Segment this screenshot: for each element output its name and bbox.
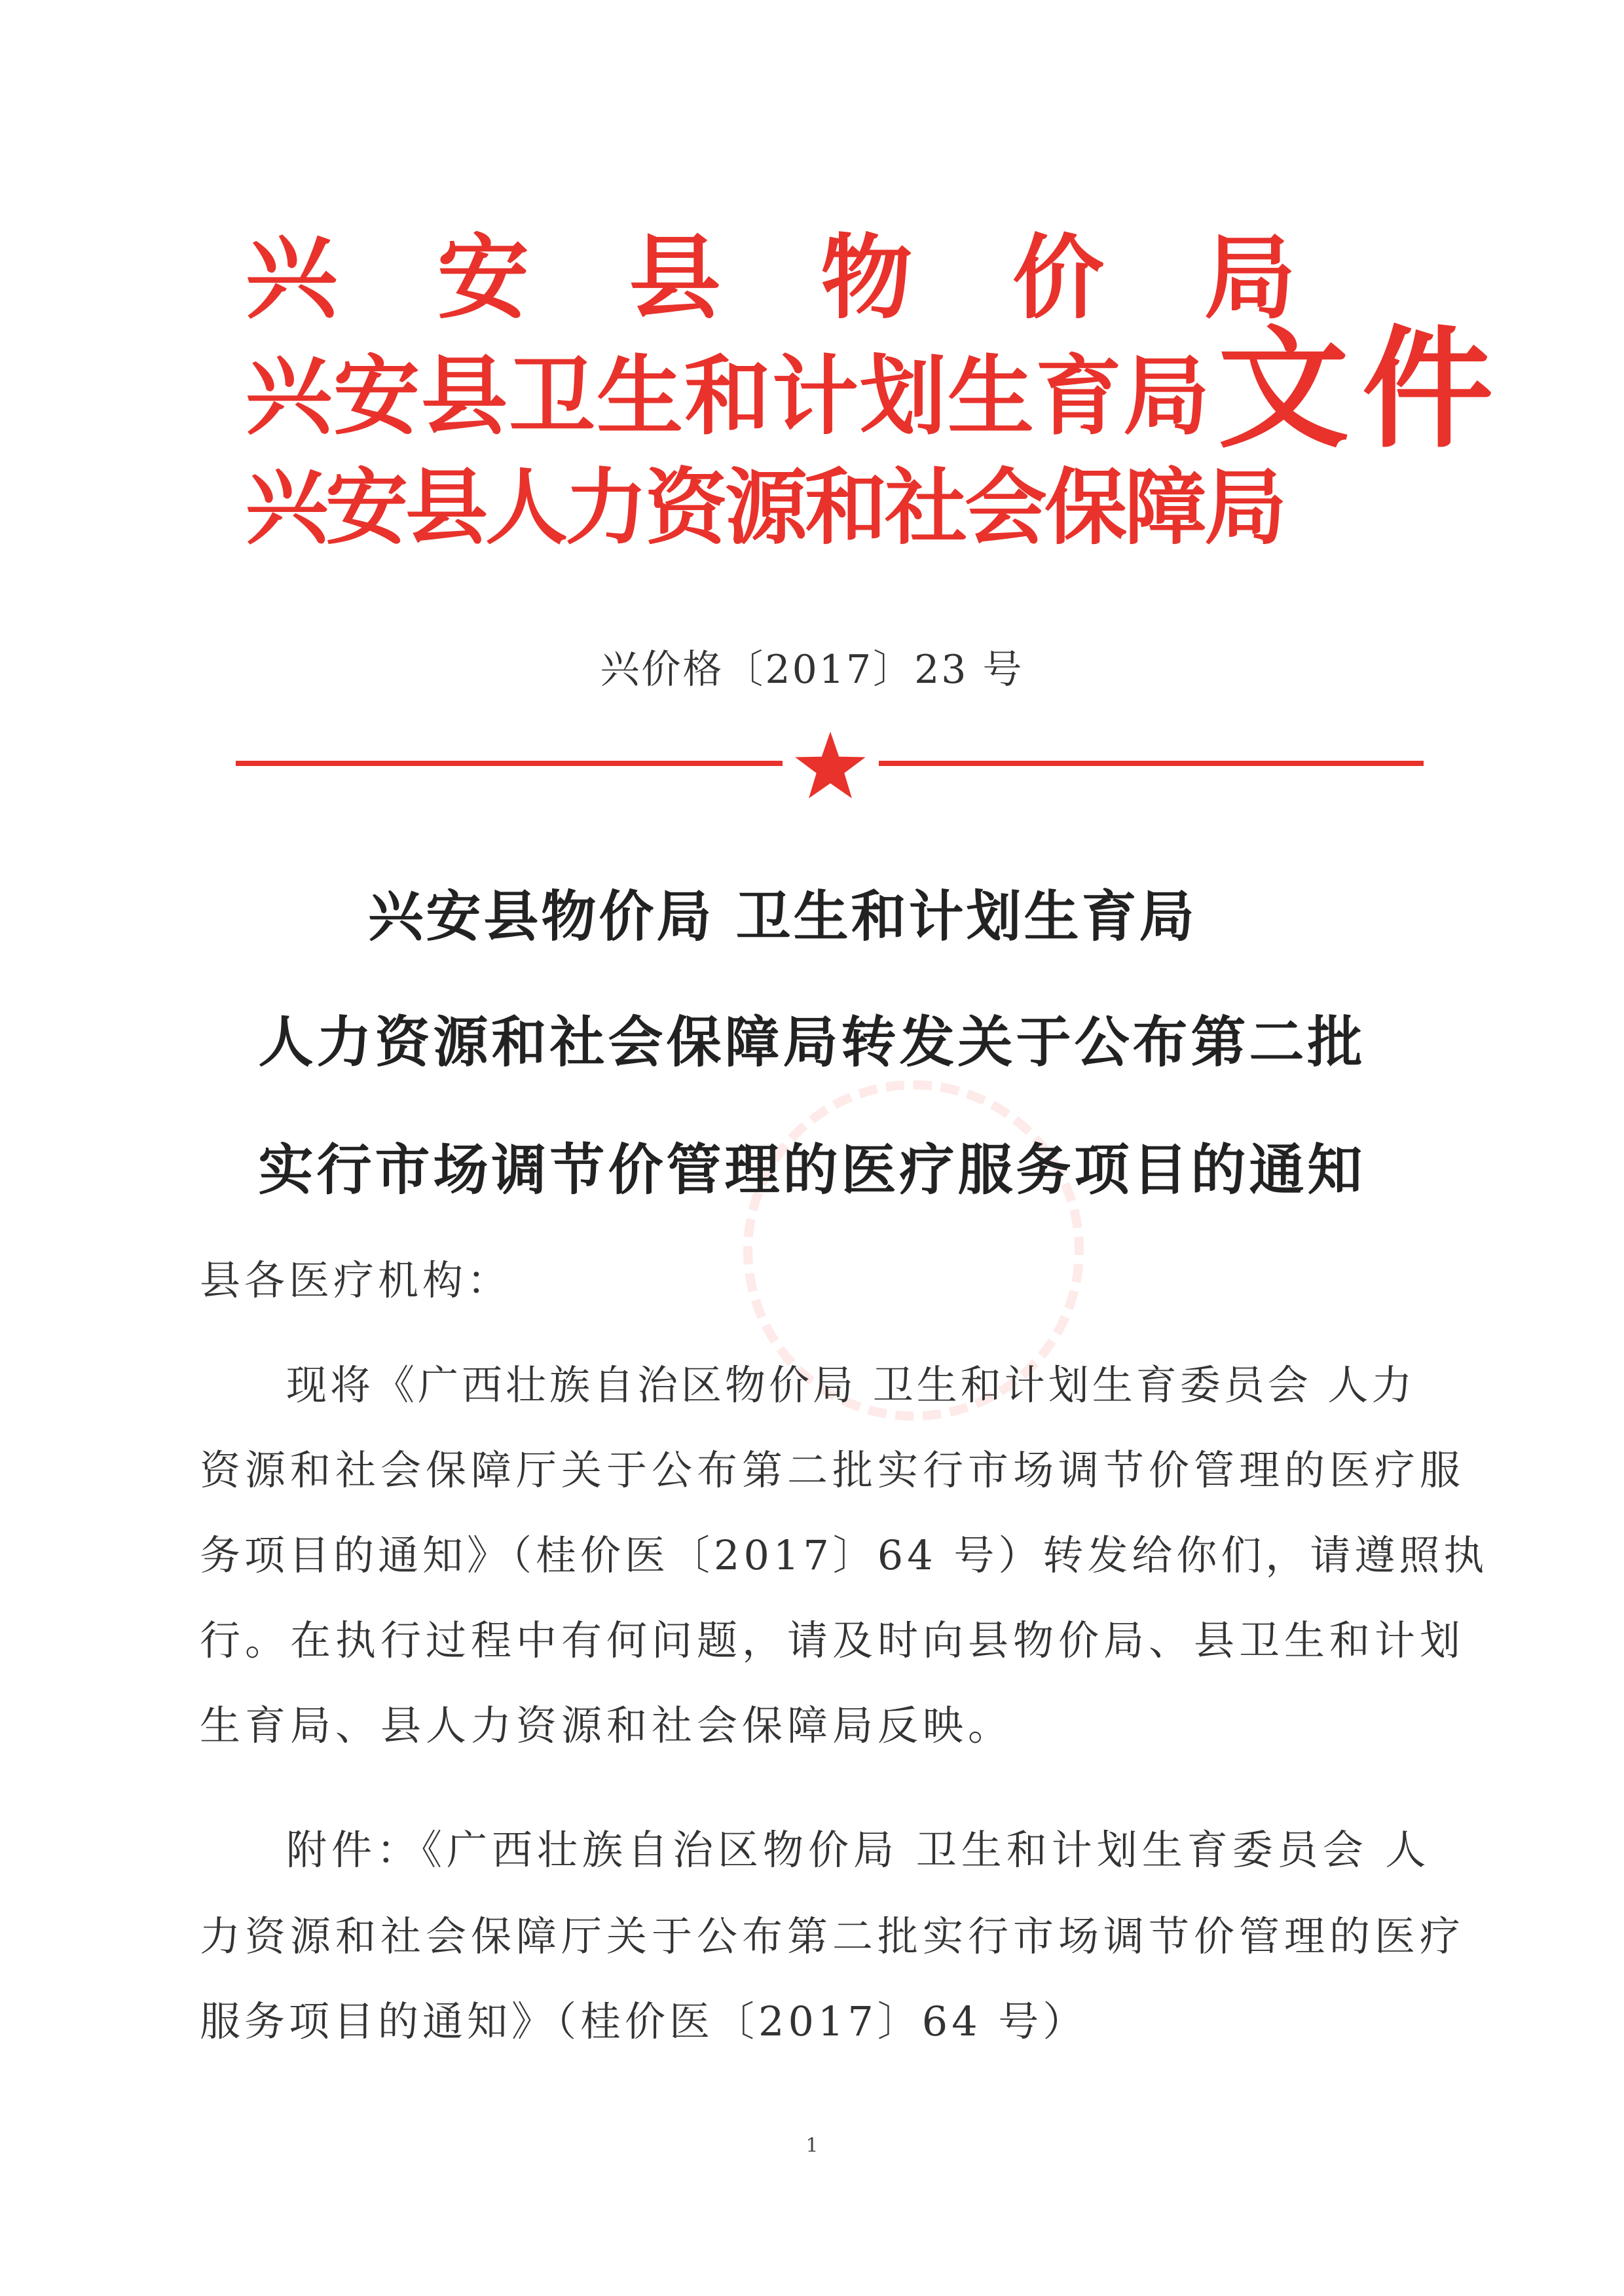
attachment-line: 力资源和社会保障厅关于公布第二批实行市场调节价管理的医疗: [200, 1912, 1466, 1960]
document-number: 兴价格〔2017〕23 号: [600, 647, 1024, 693]
body-paragraph-line: 生育局、县人力资源和社会保障局反映。: [200, 1702, 1014, 1749]
attachment-line: 附件：《广西壮族自治区物价局 卫生和计划生育委员会 人: [286, 1826, 1431, 1874]
notice-title-line-1: 兴安县物价局 卫生和计划生育局: [368, 884, 1197, 949]
document-type-label: 文件: [1218, 312, 1507, 466]
notice-title-line-3: 实行市场调节价管理的医疗服务项目的通知: [258, 1138, 1366, 1202]
issuer-line-price-bureau: 兴 安 县 物 价 局: [246, 225, 1330, 332]
page-number: 1: [805, 2134, 819, 2157]
attachment-line: 服务项目的通知》（桂价医〔2017〕64 号）: [200, 1997, 1088, 2045]
issuer-line-hr-bureau: 兴安县人力资源和社会保障局: [246, 459, 1284, 556]
issuer-line-health-bureau: 兴安县卫生和计划生育局: [246, 346, 1211, 447]
body-paragraph-line: 行。在执行过程中有何问题，请及时向县物价局、县卫生和计划: [200, 1616, 1466, 1664]
body-paragraph-line: 资源和社会保障厅关于公布第二批实行市场调节价管理的医疗服: [200, 1446, 1466, 1494]
red-rule-left: [236, 761, 783, 766]
notice-title-line-2: 人力资源和社会保障局转发关于公布第二批: [258, 1010, 1366, 1074]
star-icon: [794, 730, 867, 801]
body-paragraph-line: 现将《广西壮族自治区物价局 卫生和计划生育委员会 人力: [286, 1361, 1416, 1409]
body-paragraph-line: 务项目的通知》（桂价医〔2017〕64 号）转发给你们，请遵照执: [200, 1531, 1488, 1579]
salutation: 县各医疗机构：: [200, 1256, 512, 1304]
red-rule-right: [879, 761, 1424, 766]
